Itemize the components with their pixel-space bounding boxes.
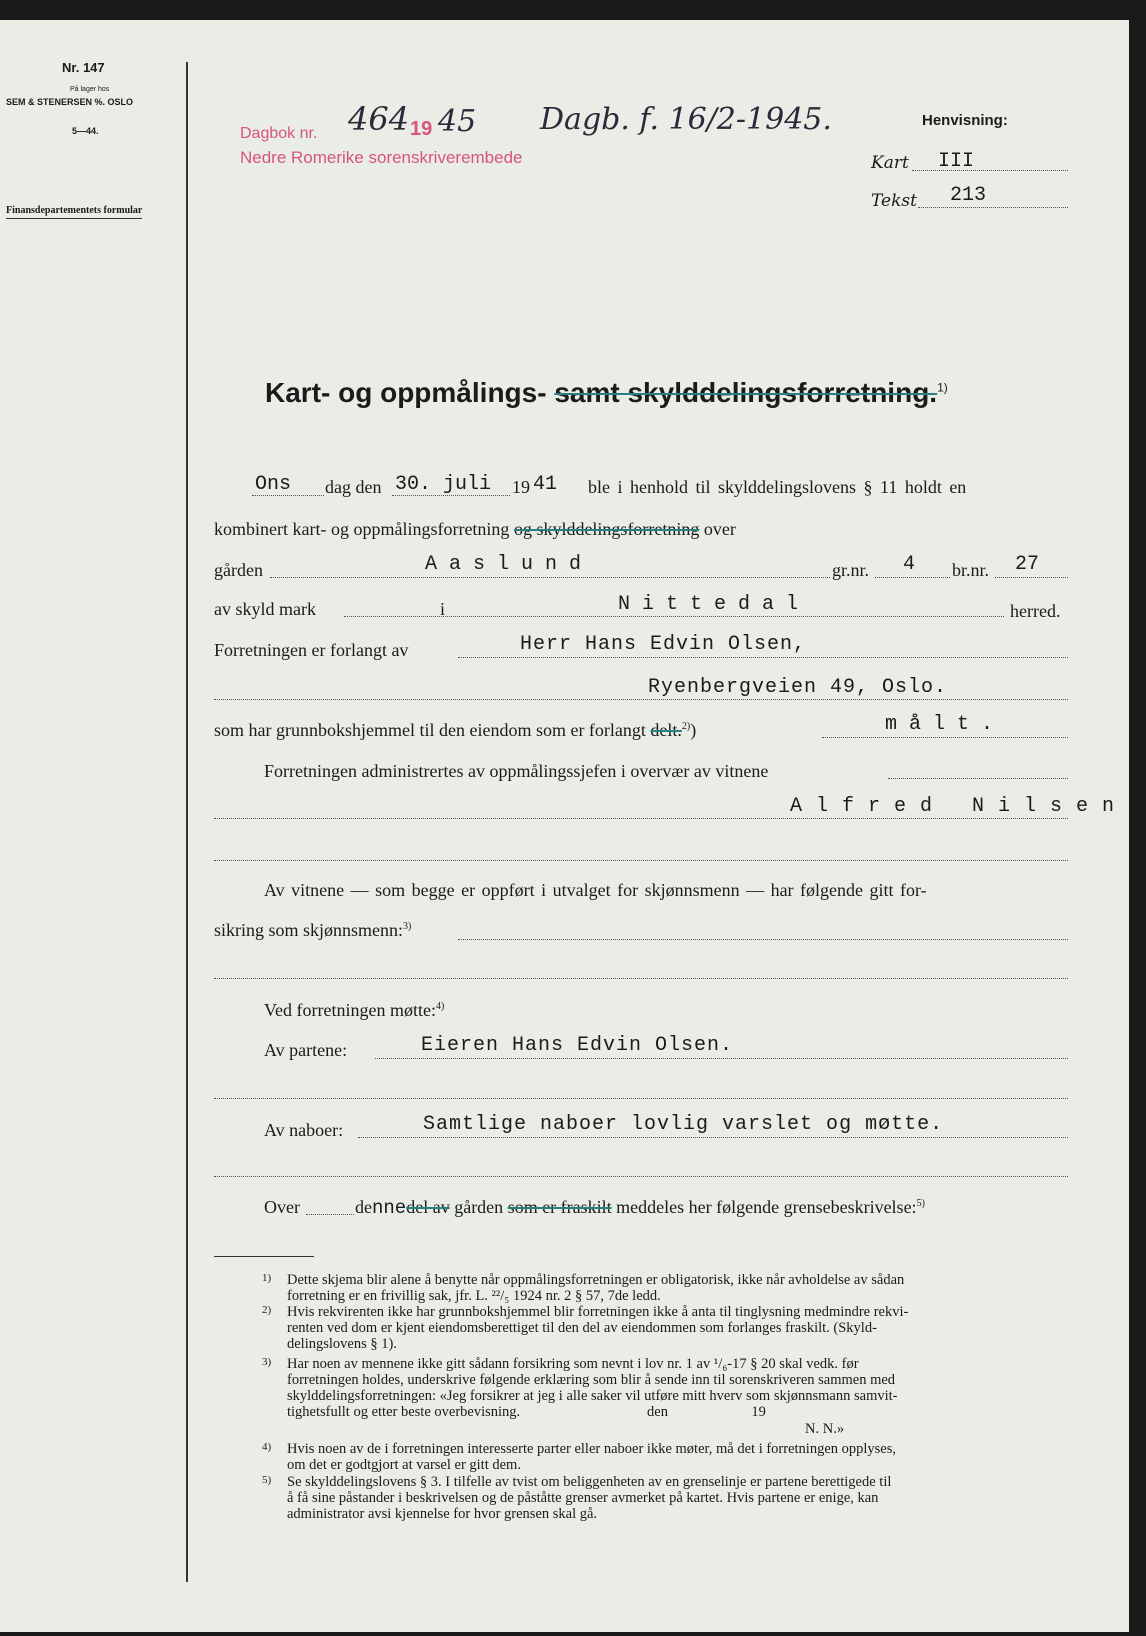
page-title <box>265 377 948 409</box>
footnote-1-line-1: Dette skjema blir alene å benytte når oppmålingsforretningen er obligatorisk, ikke når avholdelse av sådan <box>287 1272 905 1288</box>
footnote-5-line-1: Se skylddelingslovens § 3. I tilfelle av tvist om beliggenheten av en grenselinje er partene berettigede til <box>287 1474 892 1490</box>
del-av-struck: del av <box>406 1197 450 1217</box>
footnote-4-num: 4) <box>262 1441 272 1453</box>
witness-para-2 <box>214 920 411 941</box>
footnote-2-line-3: delingslovens § 1). <box>287 1336 397 1352</box>
publisher-line-1: På lager hos <box>70 86 110 93</box>
grnr-dotline <box>875 577 950 578</box>
kart-label: Kart <box>871 153 909 173</box>
date-dotline <box>392 495 510 496</box>
footnote-5-line-2: å få sine påstander i beskrivelsen og de påståtte grenser avmerket på kartet. Hvis partene er enige, kan <box>287 1490 879 1506</box>
herred-label: herred. <box>1010 601 1061 621</box>
requested-label: Forretningen er forlangt av <box>214 640 409 660</box>
attended-label <box>264 1000 444 1021</box>
dagbok-number: 464 <box>348 100 410 138</box>
parties-value: Eieren Hans Edvin Olsen. <box>421 1034 734 1057</box>
footnote-3-num: 3) <box>262 1356 272 1368</box>
kart-value: III <box>938 150 975 173</box>
witness-para-1: Av vitnene — som begge er oppført i utvalget for skjønnsmenn — har følgende gitt for- <box>264 880 927 900</box>
footnote-2-line-1: Hvis rekvirenten ikke har grunnbokshjemmel blir forretningen ikke å anta til tinglysning medmindre rekvi- <box>287 1304 909 1320</box>
line-2-struck: og skylddelingsforretning <box>513 519 700 539</box>
weekday: Ons <box>255 473 292 496</box>
footnote-3-line-3: skylddelingsforretningen: «Jeg forsikrer at jeg i alle saker vil utføre mitt hverv som skjønnsmann samvit- <box>287 1388 898 1404</box>
line-2-end: over <box>703 519 736 539</box>
neighbours-label: Av naboer: <box>264 1120 344 1140</box>
formular-label: Finansdepartementets formular <box>6 205 142 219</box>
holder-line: som har grunnbokshjemmel til den eiendom som er forlangt delt.$^{2)}$) <box>214 720 697 740</box>
publisher-line-2: SEM & STENERSEN %. OSLO <box>6 97 134 107</box>
reference-heading: Henvisning: <box>922 112 1008 129</box>
nne-typed: nne <box>372 1197 407 1219</box>
i-label: i <box>440 599 446 619</box>
footnote-3-signature: N. N.» <box>805 1421 845 1437</box>
holder-text: som har grunnbokshjemmel til den eiendom som er forlangt <box>214 720 646 740</box>
footnote-2-line-2: renten ved dom er kjent eiendomsberettiget til den del av eiendommen som forlanges fraskilt. (Skyld- <box>287 1320 877 1336</box>
garden-dotline <box>270 577 830 578</box>
parties-label: Av partene: <box>264 1040 348 1060</box>
edition: 5—44. <box>72 126 99 136</box>
blank-dotline-2 <box>214 978 1068 979</box>
title-part-2-struck: samt skylddelingsforretning. <box>554 377 938 408</box>
footnote-4-line-2: om det er godtgjort at varsel er gitt dem. <box>287 1457 521 1473</box>
attended-note: 4) <box>435 1001 445 1012</box>
municipality: Nittedal <box>618 593 811 616</box>
requester: Herr Hans Edvin Olsen, <box>520 633 807 656</box>
holder-struck: delt. <box>650 720 682 740</box>
garden-label: gården <box>214 560 263 580</box>
footnote-1-line-2: forretning er en frivillig sak, jfr. L. ²²/₅ 1924 nr. 2 § 57, 7de ledd. <box>287 1288 661 1304</box>
year-prefix: 19 <box>512 477 530 497</box>
skjonn-dotline <box>458 939 1068 940</box>
neighbours-value: Samtlige naboer lovlig varslet og møtte. <box>423 1113 944 1136</box>
footnote-3-line-1: Har noen av mennene ikke gitt sådann forsikring som nevnt i lov nr. 1 av ¹/₆-17 § 20 skal vedk. før <box>287 1356 859 1372</box>
stamp-year-suffix: 45 <box>438 104 477 139</box>
footnote-2-num: 2) <box>262 1304 272 1316</box>
farm-name: Aaslund <box>425 553 594 576</box>
kart-dotline <box>912 170 1068 171</box>
blank-dotline-4 <box>214 1176 1068 1177</box>
admin-text: Forretningen administrertes av oppmålingssjefen i overvær av vitnene <box>264 761 769 781</box>
measured: målt. <box>885 713 1006 736</box>
skyld-label: av skyld mark <box>214 599 316 619</box>
footnote-5-num: 5) <box>262 1474 272 1486</box>
line-1-rest: ble i henhold til skylddelingslovens § 11 holdt en <box>588 477 967 497</box>
brnr-value: 27 <box>1015 553 1040 576</box>
title-part-1: Kart- og oppmålings- <box>265 377 547 408</box>
footnote-3-line-2: forretningen holdes, underskrive følgende erklæring som blir å sende inn til sorenskriveren sammen med <box>287 1372 896 1388</box>
attended-text: Ved forretningen møtte: <box>264 1000 436 1020</box>
handwritten-registry-note: Dagb. f. 16/2-1945. <box>540 102 832 137</box>
tekst-value: 213 <box>950 184 987 207</box>
title-note: 1) <box>937 380 948 395</box>
year-suffix: 41 <box>533 473 558 496</box>
over-dotline <box>306 1214 354 1215</box>
tekst-dotline <box>918 207 1068 208</box>
over-line <box>355 1197 925 1219</box>
footnote-5-line-3: administrator avsi kjennelse for hvor grensen skal gå. <box>287 1506 598 1522</box>
requester-dotline <box>458 657 1068 658</box>
witness-para-note: 3) <box>403 921 412 932</box>
blank-dotline-3 <box>214 1098 1068 1099</box>
neighbours-dotline <box>358 1137 1068 1138</box>
grnr-value: 4 <box>903 553 916 576</box>
measured-dotline <box>822 737 1068 738</box>
dagbok-label: Dagbok nr. <box>240 125 318 142</box>
parties-dotline <box>375 1058 1068 1059</box>
footnote-1-num: 1) <box>262 1272 272 1284</box>
court-name: Nedre Romerike sorenskriverembede <box>240 148 523 167</box>
brnr-dotline <box>995 577 1068 578</box>
grnr-label: gr.nr. <box>832 560 870 580</box>
form-number: Nr. 147 <box>62 60 105 75</box>
line-2 <box>214 519 736 540</box>
garden-word: gården <box>454 1197 504 1217</box>
stamp-year-prefix: 19 <box>410 118 433 140</box>
date-value: 30. juli <box>395 473 492 496</box>
tekst-label: Tekst <box>871 191 917 211</box>
address-dotline <box>214 699 1068 700</box>
witness-para-2-text: sikring som skjønnsmenn: <box>214 920 404 940</box>
witness-dotline <box>214 818 1068 819</box>
holder-note: 2) <box>681 721 691 732</box>
weekday-dotline <box>252 495 324 496</box>
fraskilt-struck: som er fraskilt <box>507 1197 612 1217</box>
blank-dotline-1 <box>214 860 1068 861</box>
address: Ryenbergveien 49, Oslo. <box>648 676 948 699</box>
witness-name: Alfred Nilsen <box>790 795 1129 818</box>
over-label: Over <box>264 1197 300 1217</box>
brnr-label: br.nr. <box>952 560 990 580</box>
footnote-rule <box>214 1256 314 1257</box>
over-note: 5) <box>916 1198 925 1209</box>
margin-rule <box>186 62 188 1582</box>
dag-den-label: dag den <box>325 477 382 497</box>
admin-dotline <box>888 778 1068 779</box>
footnote-3-line-4: tighetsfullt og etter beste overbevisning. den 19 <box>287 1404 766 1420</box>
over-end: meddeles her følgende grensebeskrivelse: <box>616 1197 917 1217</box>
line-2-start: kombinert kart- og oppmålingsforretning <box>214 519 510 539</box>
footnote-4-line-1: Hvis noen av de i forretningen interesserte parter eller naboer ikke møter, må det i forretningen opplyses, <box>287 1441 897 1457</box>
de-label: de <box>355 1197 372 1217</box>
